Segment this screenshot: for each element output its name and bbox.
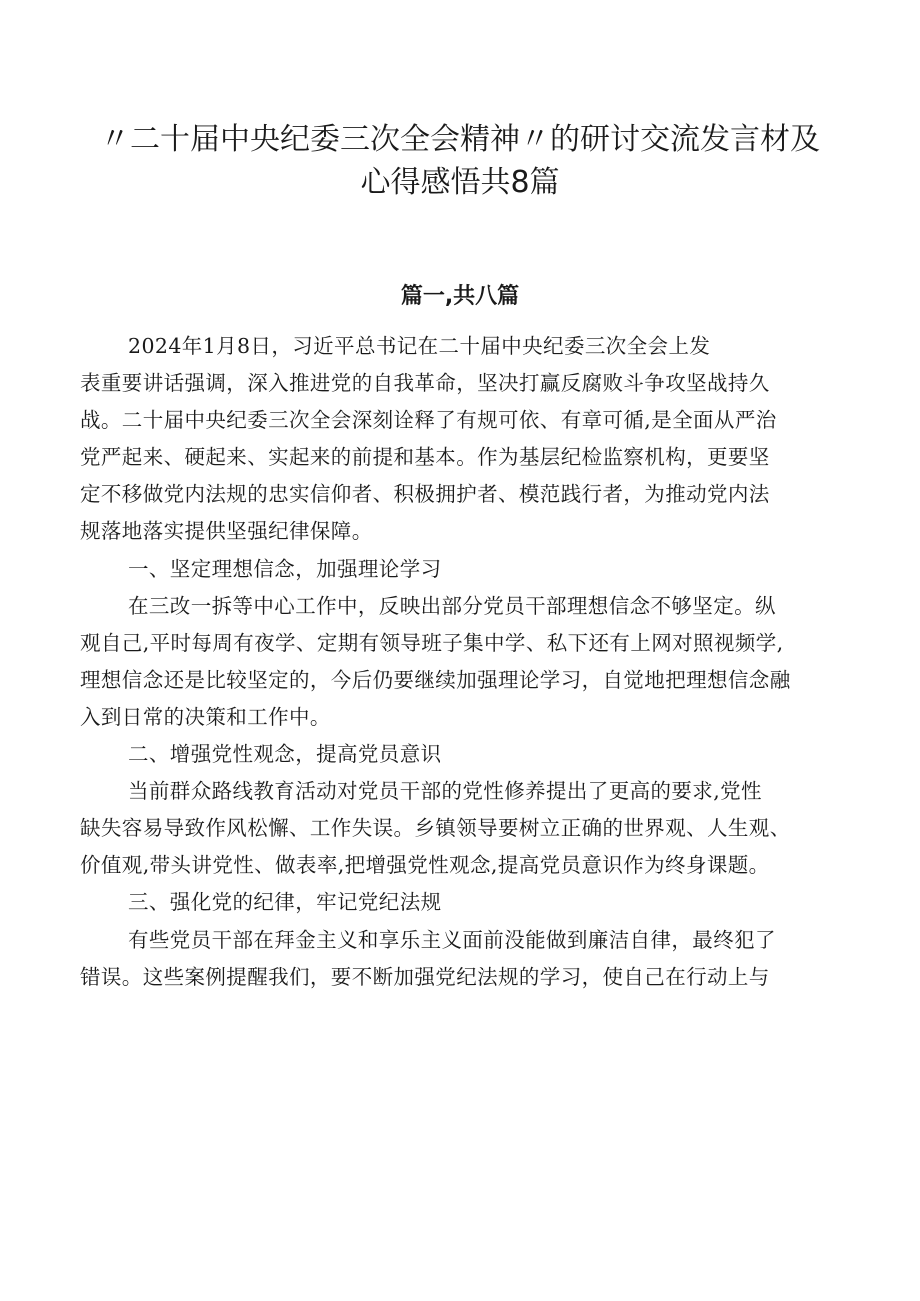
title-line-1: 〃二十届中央纪委三次全会精神〃的研讨交流发言材及 bbox=[100, 122, 820, 157]
body-text-line: 缺失容易导致作风松懈、工作失误。乡镇领导要树立正确的世界观、人生观、 bbox=[80, 816, 791, 841]
body-text-line: 2024年1月8日，习近平总书记在二十届中央纪委三次全会上发 bbox=[128, 334, 711, 358]
body-text-line: 观自己,平时每周有夜学、定期有领导班子集中学、私下还有上网对照视频学, bbox=[80, 630, 784, 655]
body-text-line: 党严起来、硬起来、实起来的前提和基本。作为基层纪检监察机构，更要坚 bbox=[80, 445, 770, 470]
title-line-2: 心得感悟共8篇 bbox=[360, 165, 560, 200]
body-text-line: 二、增强党性观念，提高党员意识 bbox=[128, 742, 442, 767]
body-text-line: 战。二十届中央纪委三次全会深刻诠释了有规可依、有章可循,是全面从严治 bbox=[80, 408, 777, 433]
body-text-line: 理想信念还是比较坚定的，今后仍要继续加强理论学习，自觉地把理想信念融 bbox=[80, 667, 791, 692]
body-text-line: 一、坚定理想信念，加强理论学习 bbox=[128, 556, 442, 581]
body-text-line: 入到日常的决策和工作中。 bbox=[80, 704, 331, 729]
body-text-line: 表重要讲话强调，深入推进党的自我革命，坚决打赢反腐败斗争攻坚战持久 bbox=[80, 371, 770, 396]
body-text-line: 三、强化党的纪律，牢记党纪法规 bbox=[128, 890, 442, 915]
document-body bbox=[80, 328, 870, 996]
body-text-line: 当前群众路线教育活动对党员干部的党性修养提出了更高的要求,党性 bbox=[128, 779, 762, 804]
body-text-line: 有些党员干部在拜金主义和享乐主义面前没能做到廉洁自律，最终犯了 bbox=[128, 927, 776, 952]
document-title bbox=[0, 118, 920, 204]
body-text-line: 规落地落实提供坚强纪律保障。 bbox=[80, 519, 373, 544]
section-heading: 篇一,共八篇 bbox=[400, 284, 520, 309]
body-text-line: 价值观,带头讲党性、做表率,把增强党性观念,提高党员意识作为终身课题。 bbox=[80, 853, 770, 878]
body-text-line: 定不移做党内法规的忠实信仰者、积极拥护者、模范践行者，为推动党内法 bbox=[80, 482, 770, 507]
body-text-line: 错误。这些案例提醒我们，要不断加强党纪法规的学习，使自己在行动上与 bbox=[80, 964, 770, 989]
body-text-line: 在三改一拆等中心工作中，反映出部分党员干部理想信念不够坚定。纵 bbox=[128, 593, 776, 618]
